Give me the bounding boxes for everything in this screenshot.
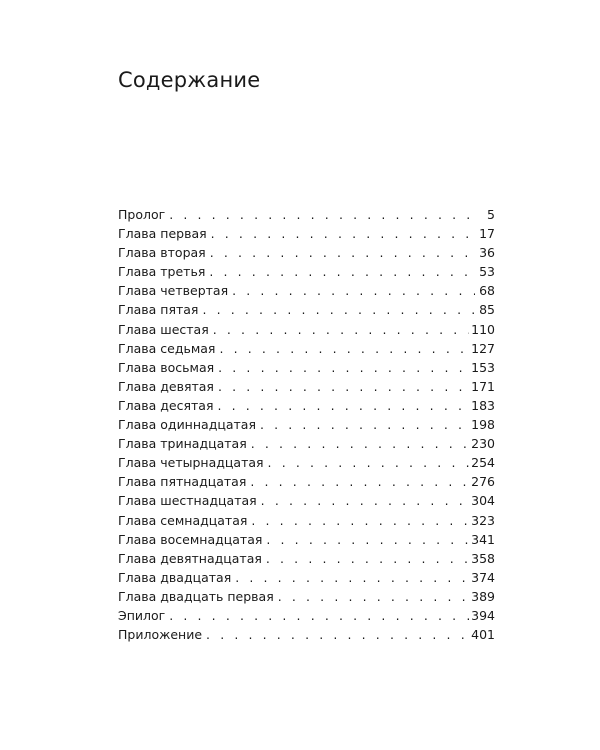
toc-entry-page-number: 341 (471, 531, 495, 547)
toc-dot-leader (278, 587, 469, 606)
toc-dot-leader (211, 224, 475, 243)
toc-entry (118, 377, 495, 396)
toc-dot-leader (235, 568, 469, 587)
toc-entry-page-number: 358 (471, 550, 495, 566)
toc-entry-label: Глава девятнадцатая (118, 550, 262, 566)
toc-entry (118, 262, 495, 281)
toc-entry (118, 491, 495, 510)
toc-entry (118, 434, 495, 453)
toc-entry-page-number: 389 (471, 588, 495, 604)
toc-entry (118, 300, 495, 319)
toc-entry-page-number: 110 (471, 321, 495, 337)
toc-dot-leader (169, 205, 475, 224)
toc-dot-leader (218, 358, 469, 377)
toc-entry (118, 339, 495, 358)
toc-entry-label: Глава восемнадцатая (118, 531, 263, 547)
toc-dot-leader (210, 243, 475, 262)
toc-entry-label: Глава двадцать первая (118, 588, 274, 604)
toc-dot-leader (218, 377, 469, 396)
toc-entry-page-number: 401 (471, 627, 495, 643)
toc-dot-leader (266, 530, 469, 549)
toc-entry-label: Глава тринадцатая (118, 436, 247, 452)
toc-entry-page-number: 171 (471, 378, 495, 394)
toc-entry-label: Глава седьмая (118, 340, 216, 356)
toc-entry-page-number: 127 (471, 340, 495, 356)
toc-entry-label: Глава восьмая (118, 359, 215, 375)
toc-dot-leader (217, 396, 469, 415)
toc-entry-label: Глава первая (118, 226, 207, 242)
toc-entry (118, 511, 495, 530)
toc-entry-label: Глава шестая (118, 321, 209, 337)
toc-entry-page-number: 323 (471, 512, 495, 528)
toc-entry-page-number: 183 (471, 397, 495, 413)
toc-entry-page-number: 153 (471, 359, 495, 375)
toc-entry-label: Глава семнадцатая (118, 512, 248, 528)
toc-entry-label: Глава вторая (118, 245, 206, 261)
toc-dot-leader (266, 549, 469, 568)
toc-entry (118, 530, 495, 549)
toc-dot-leader (260, 415, 469, 434)
toc-dot-leader (250, 472, 469, 491)
toc-entry (118, 396, 495, 415)
toc-entry-page-number: 276 (471, 474, 495, 490)
toc-entry-page-number: 17 (479, 226, 495, 242)
toc-entry (118, 606, 495, 625)
toc-entry-label: Глава девятая (118, 378, 214, 394)
toc-entry-page-number: 374 (471, 569, 495, 585)
toc-entry-label: Глава третья (118, 264, 206, 280)
toc-entry (118, 568, 495, 587)
toc-dot-leader (206, 625, 469, 644)
toc-entry (118, 453, 495, 472)
toc-dot-leader (268, 453, 470, 472)
toc-entry-label: Глава четвертая (118, 283, 229, 299)
toc-entry-page-number: 304 (471, 493, 495, 509)
toc-entry-page-number: 36 (479, 245, 495, 261)
toc-entry-page-number: 5 (487, 207, 495, 222)
toc-entry-label: Глава пятнадцатая (118, 474, 247, 490)
toc-entry (118, 415, 495, 434)
toc-entry (118, 243, 495, 262)
toc-dot-leader (209, 262, 475, 281)
toc-entry-label: Глава двадцатая (118, 569, 232, 585)
toc-entry (118, 472, 495, 491)
table-of-contents (118, 205, 495, 644)
toc-entry-page-number: 68 (479, 283, 495, 299)
toc-entry-label: Приложение (118, 627, 203, 643)
page-title: Содержание (118, 68, 261, 92)
toc-entry-page-number: 198 (471, 417, 495, 433)
toc-dot-leader (251, 511, 469, 530)
toc-dot-leader (169, 606, 469, 625)
toc-entry-label: Глава одиннадцатая (118, 417, 256, 433)
toc-entry-label: Глава десятая (118, 397, 214, 413)
toc-entry-label: Эпилог (118, 607, 166, 623)
toc-entry-label: Глава пятая (118, 302, 199, 318)
toc-entry-label: Глава шестнадцатая (118, 493, 257, 509)
toc-dot-leader (213, 320, 469, 339)
toc-dot-leader (219, 339, 469, 358)
toc-entry (118, 549, 495, 568)
toc-dot-leader (261, 491, 469, 510)
toc-entry-label: Глава четырнадцатая (118, 455, 264, 471)
toc-dot-leader (202, 300, 475, 319)
toc-entry-page-number: 394 (471, 607, 495, 623)
toc-dot-leader (232, 281, 475, 300)
toc-entry-label: Пролог (118, 207, 166, 222)
toc-dot-leader (251, 434, 469, 453)
toc-entry-page-number: 230 (471, 436, 495, 452)
toc-entry (118, 358, 495, 377)
toc-entry (118, 625, 495, 644)
toc-entry (118, 281, 495, 300)
toc-entry (118, 320, 495, 339)
toc-entry (118, 205, 495, 224)
toc-entry-page-number: 254 (471, 455, 495, 471)
toc-entry (118, 587, 495, 606)
toc-entry (118, 224, 495, 243)
toc-entry-page-number: 85 (479, 302, 495, 318)
toc-entry-page-number: 53 (479, 264, 495, 280)
